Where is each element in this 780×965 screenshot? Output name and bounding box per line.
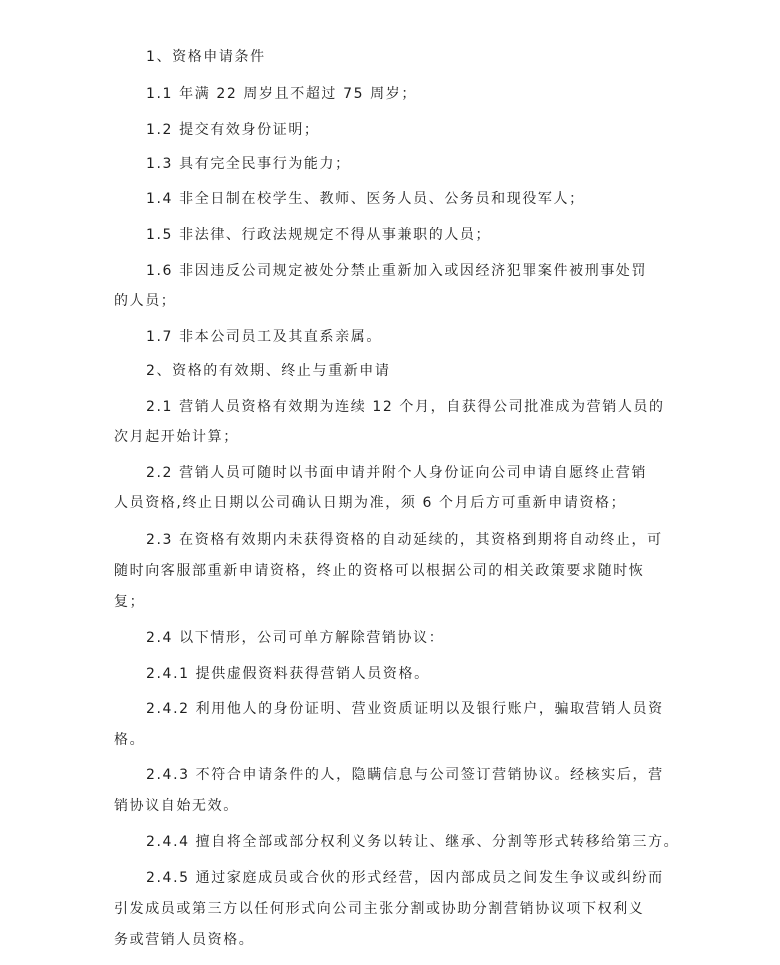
clause-2-1-continued: 次月起开始计算； [114, 429, 239, 445]
clause-2-4-5: 2.4.5 通过家庭成员或合伙的形式经营，因内部成员之间发生争议或纠纷而 [146, 870, 664, 886]
clause-2-4-5-continued-a: 引发成员或第三方以任何形式向公司主张分割或协助分割营销协议项下权利义 [114, 901, 645, 917]
clause-2-4-1: 2.4.1 提供虚假资料获得营销人员资格。 [146, 666, 430, 682]
clause-1-6-continued: 的人员； [114, 293, 177, 309]
clause-1-1: 1.1 年满 22 周岁且不超过 75 周岁； [146, 86, 417, 102]
clause-1-5: 1.5 非法律、行政法规规定不得从事兼职的人员； [146, 227, 492, 243]
clause-2-4: 2.4 以下情形，公司可单方解除营销协议： [146, 630, 445, 646]
section-heading-2: 2、资格的有效期、终止与重新申请 [146, 363, 391, 379]
clause-2-3-continued-b: 复； [114, 594, 146, 610]
clause-2-4-2-continued: 格。 [114, 732, 146, 748]
clause-2-4-3-continued: 销协议自始无效。 [114, 798, 239, 814]
clause-2-3-continued-a: 随时向客服部重新申请资格，终止的资格可以根据公司的相关政策要求随时恢 [114, 563, 645, 579]
clause-2-4-3: 2.4.3 不符合申请条件的人，隐瞒信息与公司签订营销协议。经核实后，营 [146, 767, 664, 783]
section-heading-1: 1、资格申请条件 [146, 49, 266, 65]
clause-2-3: 2.3 在资格有效期内未获得资格的自动延续的，其资格到期将自动终止，可 [146, 532, 663, 548]
clause-2-4-2: 2.4.2 利用他人的身份证明、营业资质证明以及银行账户，骗取营销人员资 [146, 701, 664, 717]
clause-1-2: 1.2 提交有效身份证明； [146, 122, 320, 138]
clause-1-3: 1.3 具有完全民事行为能力； [146, 156, 351, 172]
clause-1-6: 1.6 非因违反公司规定被处分禁止重新加入或因经济犯罪案件被刑事处罚 [146, 263, 648, 279]
clause-2-1: 2.1 营销人员资格有效期为连续 12 个月，自获得公司批准成为营销人员的 [146, 399, 665, 415]
clause-2-4-4: 2.4.4 擅自将全部或部分权利义务以转让、继承、分割等形式转移给第三方。 [146, 834, 680, 850]
clause-2-2-continued: 人员资格,终止日期以公司确认日期为准，须 6 个月后方可重新申请资格； [114, 495, 627, 511]
clause-2-4-5-continued-b: 务或营销人员资格。 [114, 932, 255, 948]
clause-1-7: 1.7 非本公司员工及其直系亲属。 [146, 329, 382, 345]
clause-1-4: 1.4 非全日制在校学生、教师、医务人员、公务员和现役军人； [146, 191, 585, 207]
clause-2-2: 2.2 营销人员可随时以书面申请并附个人身份证向公司申请自愿终止营销 [146, 465, 648, 481]
